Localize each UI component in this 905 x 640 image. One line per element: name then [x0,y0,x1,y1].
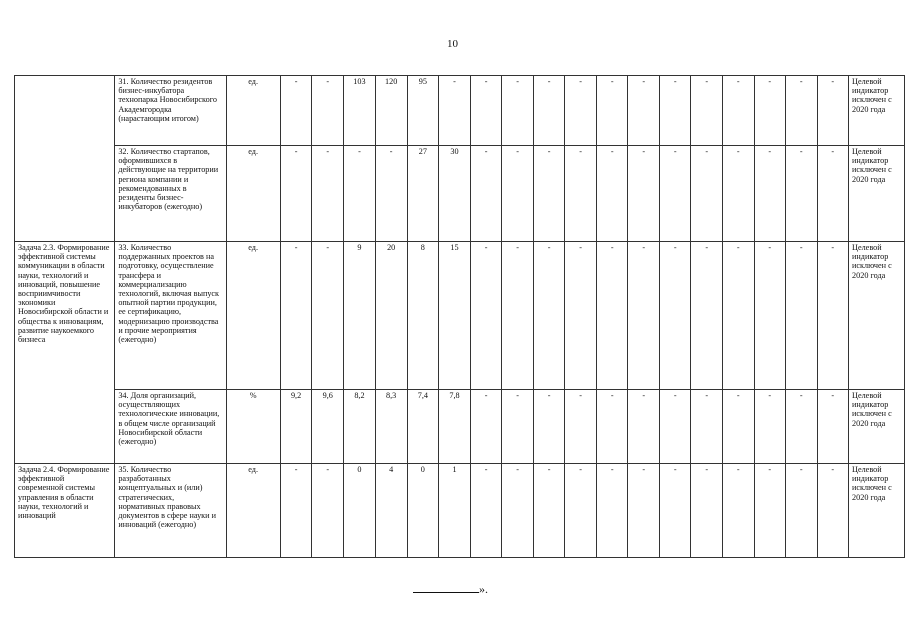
value-cell: - [565,76,597,146]
value-cell: - [470,464,502,558]
value-cell: - [754,242,786,390]
value-cell: 95 [407,76,439,146]
note-cell: Целевой индикатор исключен с 2020 года [849,76,905,146]
value-cell: - [722,242,754,390]
value-cell: - [691,390,723,464]
unit-cell: ед. [226,76,280,146]
value-cell: - [628,390,660,464]
value-cell: 8 [407,242,439,390]
value-cell: 7,8 [439,390,471,464]
value-cell: - [817,76,849,146]
task-cell [15,76,115,242]
value-cell: - [817,390,849,464]
value-cell: - [470,242,502,390]
indicator-cell: 34. Доля организаций, осуществляющих технологические инновации, в общем числе организаций Новосибирской области (ежегодно) [115,390,226,464]
value-cell: - [722,464,754,558]
value-cell: - [533,390,565,464]
table-row [15,464,905,558]
value-cell: - [312,146,344,242]
value-cell: - [565,242,597,390]
value-cell: - [596,242,628,390]
value-cell: - [659,242,691,390]
value-cell: - [754,146,786,242]
value-cell: - [502,76,534,146]
value-cell: - [691,242,723,390]
value-cell: - [659,76,691,146]
value-cell: - [312,76,344,146]
value-cell: 4 [375,464,407,558]
value-cell: - [533,76,565,146]
value-cell: - [754,76,786,146]
value-cell: - [786,76,818,146]
unit-cell: ед. [226,146,280,242]
value-cell: - [280,242,312,390]
indicator-cell: 35. Количество разработанных концептуальных и (или) стратегических, нормативных правовых документов в сфере науки и инноваций (ежегодно) [115,464,226,558]
value-cell: - [533,464,565,558]
value-cell: 0 [407,464,439,558]
value-cell: - [470,76,502,146]
value-cell: 8,2 [344,390,376,464]
value-cell: - [596,146,628,242]
value-cell: - [786,242,818,390]
value-cell: 0 [344,464,376,558]
indicator-cell: 32. Количество стартапов, оформившихся в действующие на территории региона компании и рекомендованных в резиденты бизнес-инкубаторов (ежегодно) [115,146,226,242]
value-cell: 9 [344,242,376,390]
table-row [15,242,905,390]
value-cell: - [628,76,660,146]
value-cell: - [502,464,534,558]
value-cell: 9,6 [312,390,344,464]
value-cell: - [596,390,628,464]
value-cell: - [786,146,818,242]
value-cell: - [375,146,407,242]
value-cell: - [691,464,723,558]
value-cell: - [817,464,849,558]
value-cell: - [817,242,849,390]
value-cell: - [596,464,628,558]
value-cell: - [312,464,344,558]
note-cell: Целевой индикатор исключен с 2020 года [849,146,905,242]
table-body [15,76,905,558]
value-cell: 7,4 [407,390,439,464]
value-cell: - [470,146,502,242]
value-cell: - [565,146,597,242]
value-cell: 1 [439,464,471,558]
closing-line [413,582,488,597]
note-cell: Целевой индикатор исключен с 2020 года [849,390,905,464]
table-row [15,76,905,146]
value-cell: - [312,242,344,390]
value-cell: - [628,242,660,390]
value-cell: - [470,390,502,464]
task-cell: Задача 2.4. Формирование эффективной современной системы управления в области науки, технологий и инноваций [15,464,115,558]
closing-mark: ». [479,582,488,596]
note-cell: Целевой индикатор исключен с 2020 года [849,464,905,558]
unit-cell: ед. [226,242,280,390]
value-cell: 103 [344,76,376,146]
page-number: 10 [447,38,458,50]
value-cell: - [691,146,723,242]
value-cell: 20 [375,242,407,390]
indicator-table [14,75,905,558]
value-cell: - [754,390,786,464]
value-cell: - [628,464,660,558]
value-cell: - [817,146,849,242]
value-cell: - [439,76,471,146]
value-cell: - [344,146,376,242]
value-cell: - [691,76,723,146]
value-cell: - [628,146,660,242]
indicator-cell: 31. Количество резидентов бизнес-инкубатора технопарка Новосибирского Академгородка (нарастающим итогом) [115,76,226,146]
unit-cell: ед. [226,464,280,558]
value-cell: - [533,242,565,390]
value-cell: 30 [439,146,471,242]
value-cell: - [280,76,312,146]
note-cell: Целевой индикатор исключен с 2020 года [849,242,905,390]
value-cell: - [596,76,628,146]
value-cell: 9,2 [280,390,312,464]
indicator-cell: 33. Количество поддержанных проектов на подготовку, осуществление трансфера и коммерциализацию технологий, включая выпуск опытной партии продукции, ее сертификацию, модернизацию производства и прочие мероприятия (ежегодно) [115,242,226,390]
task-cell: Задача 2.3. Формирование эффективной системы коммуникации в области науки, технологий и инноваций, повышение восприимчивости экономики Новосибирской области и общества к инновациям, развитие наукоемкого бизнеса [15,242,115,464]
signature-blank [413,582,479,593]
value-cell: - [280,464,312,558]
value-cell: - [533,146,565,242]
value-cell: - [754,464,786,558]
value-cell: - [722,76,754,146]
value-cell: 27 [407,146,439,242]
value-cell: - [502,390,534,464]
value-cell: - [786,390,818,464]
value-cell: - [659,464,691,558]
value-cell: - [565,390,597,464]
value-cell: - [722,390,754,464]
value-cell: - [786,464,818,558]
value-cell: - [502,242,534,390]
unit-cell: % [226,390,280,464]
value-cell: - [502,146,534,242]
value-cell: - [659,390,691,464]
value-cell: - [280,146,312,242]
value-cell: 15 [439,242,471,390]
table-row [15,146,905,242]
table-row [15,390,905,464]
value-cell: - [722,146,754,242]
value-cell: - [565,464,597,558]
value-cell: 8,3 [375,390,407,464]
value-cell: 120 [375,76,407,146]
value-cell: - [659,146,691,242]
